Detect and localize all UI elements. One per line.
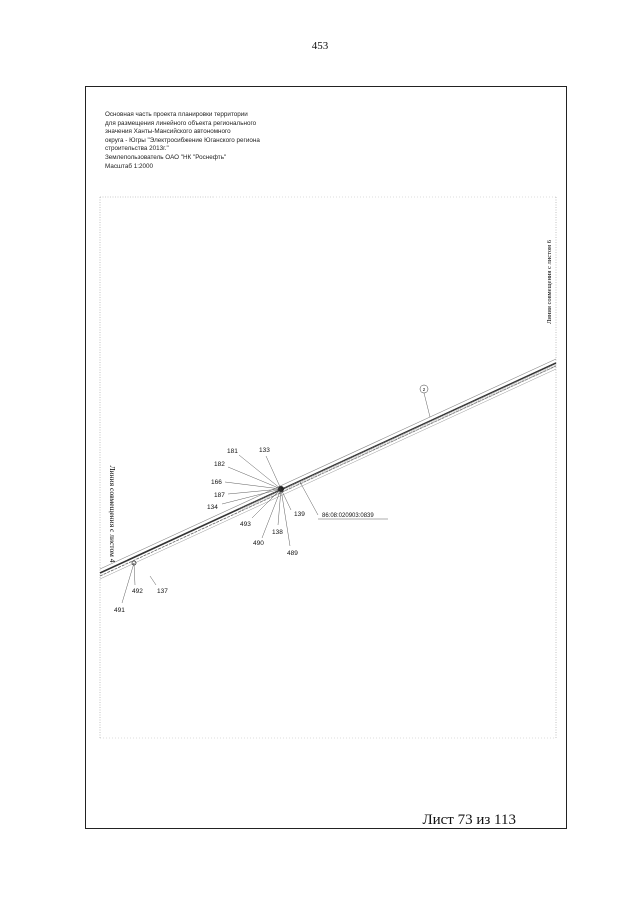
corridor-hatching xyxy=(240,365,556,510)
point-label: 137 xyxy=(157,588,168,595)
title-line-6: Землепользователь ОАО "НК "Роснефть" xyxy=(105,153,227,161)
right-match-line-label: Линия совмещения с листом 6 xyxy=(546,240,553,324)
point-label: 182 xyxy=(214,461,225,468)
point-label: 492 xyxy=(132,588,143,595)
point-label: 139 xyxy=(294,511,305,518)
corridor-main-line xyxy=(100,363,556,573)
point-label: 181 xyxy=(227,448,238,455)
point-label: 133 xyxy=(259,447,270,454)
corridor-edge-bottom xyxy=(100,369,556,579)
title-line-4: округа - Югры "Электросибжение Юганского региона xyxy=(105,136,260,144)
point-label: 493 xyxy=(240,521,251,528)
point-label: 138 xyxy=(272,529,283,536)
point-label: 490 xyxy=(253,540,264,547)
point-label: 187 xyxy=(214,492,225,499)
point-label: 491 xyxy=(114,607,125,614)
title-line-7: Масштаб 1:2000 xyxy=(105,162,153,170)
title-line-5: строительства 2013г." xyxy=(105,145,169,153)
title-line-3: значения Ханты-Мансийского автономного xyxy=(105,128,231,136)
point-label: 489 xyxy=(287,550,298,557)
sheet-label: Лист 73 из 113 xyxy=(422,812,516,828)
point-label: 166 xyxy=(211,479,222,486)
title-line-1: Основная часть проекта планировки территории xyxy=(105,111,248,118)
page-number: 453 xyxy=(311,40,329,52)
point-label: 134 xyxy=(207,504,218,511)
left-match-line-label: Линия совмещения с листом 4 xyxy=(108,465,117,563)
circle-marker-label: 2 xyxy=(422,387,426,392)
corridor-edge-top xyxy=(100,359,556,569)
title-line-2: для размещения линейного объекта регионального xyxy=(105,119,257,127)
parcel-id: 86:08:020903:0839 xyxy=(322,513,374,519)
